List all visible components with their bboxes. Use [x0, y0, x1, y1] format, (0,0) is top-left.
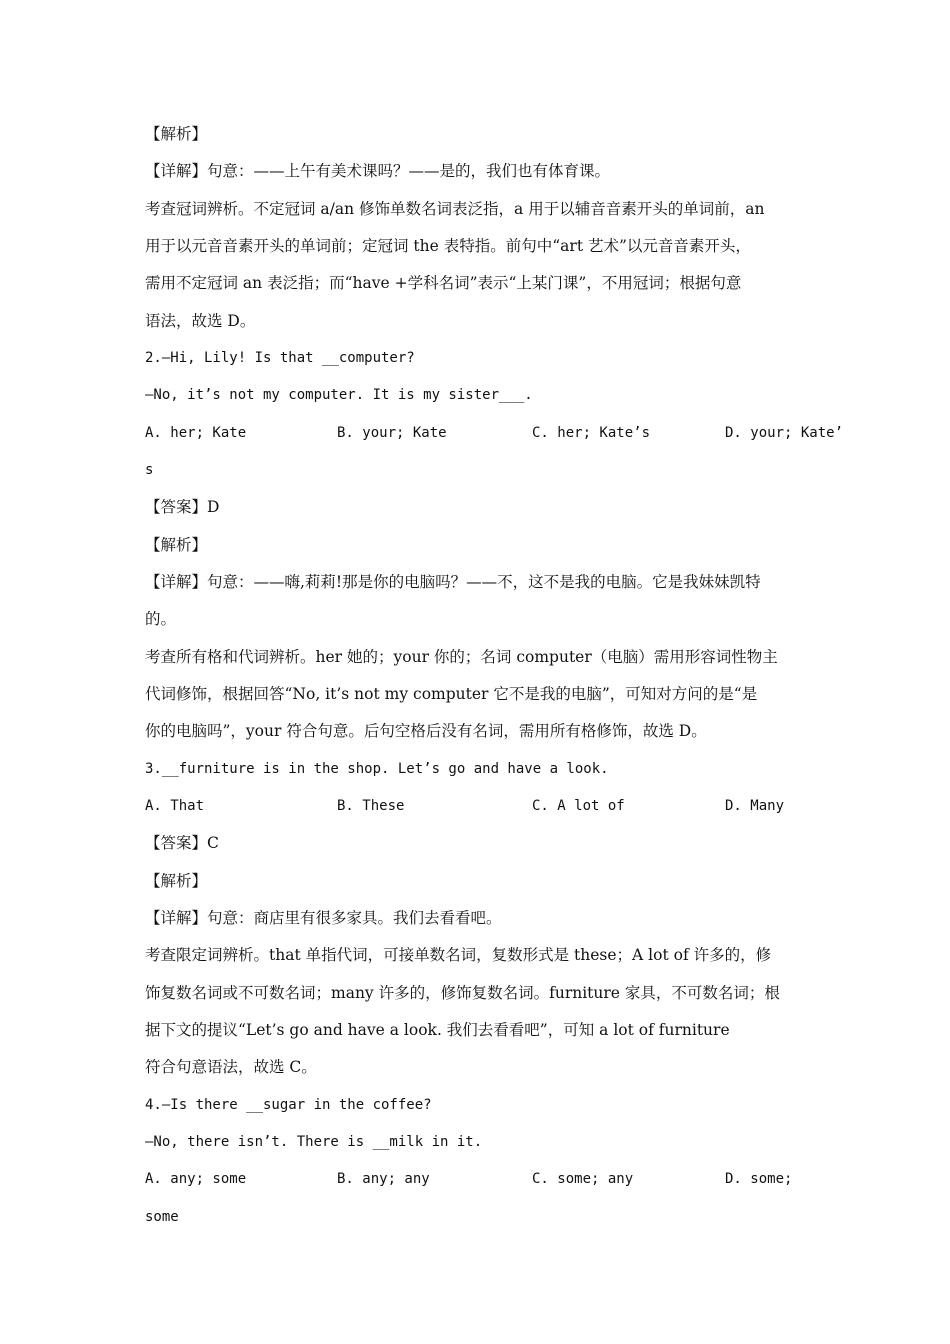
- analysis-heading: 【解析】: [145, 536, 208, 554]
- option-c: C. some; any: [532, 1171, 634, 1187]
- explanation-line: 据下文的提议“Let’s go and have a look. 我们去看看吧”，可知 a lot of furniture: [145, 1021, 730, 1039]
- option-b: B. These: [337, 798, 405, 814]
- explanation-line: 饰复数名词或不可数名词；many 许多的，修饰复数名词。furniture 家具，不可数名词；根: [145, 984, 780, 1002]
- question-stem: 2.—Hi, Lily! Is that __computer?: [145, 350, 415, 366]
- question-stem: 3.__furniture is in the shop. Let’s go and have a look.: [145, 761, 609, 777]
- analysis-heading: 【解析】: [145, 872, 208, 890]
- question-stem: 4.—Is there __sugar in the coffee?: [145, 1097, 432, 1113]
- option-b: B. your; Kate: [337, 425, 447, 441]
- explanation-line: 考查所有格和代词辨析。her 她的；your 你的；名词 computer（电脑）需用形容词性物主: [145, 648, 778, 666]
- explanation-line: 考查冠词辨析。不定冠词 a/an 修饰单数名词表泛指，a 用于以辅音音素开头的单词前，an: [145, 200, 765, 218]
- detail-translation: 【详解】句意：商店里有很多家具。我们去看看吧。: [145, 909, 502, 927]
- option-c: C. her; Kate’s: [532, 425, 651, 441]
- question-stem: —No, it’s not my computer. It is my sister___.: [145, 387, 533, 403]
- explanation-line: 你的电脑吗”，your 符合句意。后句空格后没有名词，需用所有格修饰，故选 D。: [145, 722, 707, 740]
- option-a: A. That: [145, 798, 205, 814]
- option-a: A. her; Kate: [145, 425, 247, 441]
- answer-line: 【答案】D: [145, 498, 220, 516]
- detail-translation: 【详解】句意：——上午有美术课吗？——是的，我们也有体育课。: [145, 162, 611, 180]
- explanation-line: 符合句意语法，故选 C。: [145, 1058, 317, 1076]
- option-d: D. Many: [725, 798, 785, 814]
- option-d: D. your; Kate’: [725, 425, 844, 441]
- option-d-wrap: some: [145, 1209, 179, 1225]
- detail-translation: 的。: [145, 610, 177, 628]
- detail-translation: 【详解】句意：——嗨,莉莉!那是你的电脑吗？——不，这不是我的电脑。它是我妹妹凯特: [145, 573, 761, 591]
- option-b: B. any; any: [337, 1171, 430, 1187]
- explanation-line: 考查限定词辨析。that 单指代词，可接单数名词，复数形式是 these；A lot of 许多的，修: [145, 946, 772, 964]
- explanation-line: 需用不定冠词 an 表泛指；而“have +学科名词”表示“上某门课”，不用冠词；根据句意: [145, 274, 742, 292]
- answer-line: 【答案】C: [145, 834, 219, 852]
- explanation-line: 用于以元音音素开头的单词前；定冠词 the 表特指。前句中“art 艺术”以元音音素开头，: [145, 237, 751, 255]
- explanation-line: 代词修饰，根据回答“No, it’s not my computer 它不是我的电脑”，可知对方问的是“是: [145, 685, 758, 703]
- option-c: C. A lot of: [532, 798, 625, 814]
- analysis-heading: 【解析】: [145, 125, 208, 143]
- option-a: A. any; some: [145, 1171, 247, 1187]
- option-d: D. some;: [725, 1171, 793, 1187]
- explanation-line: 语法，故选 D。: [145, 312, 256, 330]
- option-d-wrap: s: [145, 462, 154, 478]
- question-stem: —No, there isn’t. There is __milk in it.: [145, 1134, 483, 1150]
